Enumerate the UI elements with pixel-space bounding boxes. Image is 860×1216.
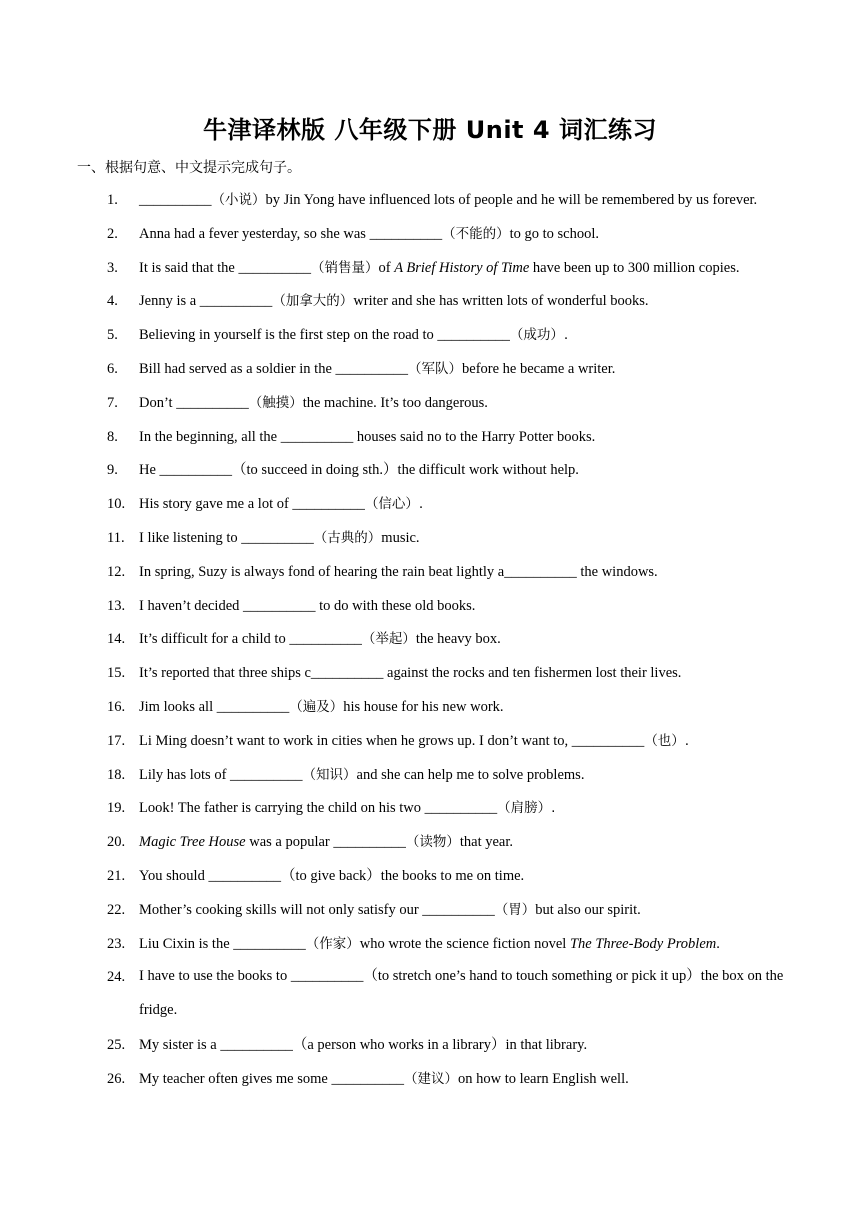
sentence-fragment: who wrote the science fiction novel [359,935,570,952]
sentence-fragment: music. [381,529,420,546]
sentence-fragment: that year. [459,834,514,851]
sentence-fragment: the heavy box. [415,631,501,648]
item-number: 16. [107,698,126,715]
sentence-fragment: It’s reported that three ships c__________ against the rocks and ten fishermen lost their lives. [139,665,682,682]
item-sentence [139,460,789,480]
chinese-hint: （建议） [403,1070,458,1087]
item-sentence [139,663,789,683]
item-sentence [139,832,789,852]
item-number: 19. [107,800,126,817]
sentence-fragment: but also our spirit. [535,901,641,918]
sentence-fragment: by Jin Yong have influenced lots of people and he will be remembered by us forever. [265,192,758,208]
sentence-fragment: Jim looks all __________ [139,698,290,715]
sentence-fragment: Don’t __________ [139,394,249,411]
item-number: 10. [107,496,126,513]
chinese-hint: （古典的） [313,529,382,546]
sentence-fragment: the machine. It’s too dangerous. [302,394,488,411]
sentence-fragment: was a popular __________ [245,834,406,851]
book-title: Magic Tree House [139,834,246,851]
chinese-hint: （读物） [405,834,460,851]
sentence-fragment: My teacher often gives me some __________ [139,1070,404,1087]
chinese-hint: （遍及） [289,698,344,715]
item-sentence [139,731,789,751]
chinese-hint: （举起） [361,631,416,648]
item-sentence [139,393,789,413]
exercise-item [0,900,860,934]
item-sentence [139,629,789,649]
sentence-fragment: It’s difficult for a child to __________ [139,631,362,648]
sentence-fragment: before he became a writer. [462,360,616,377]
chinese-hint: （胃） [494,901,536,918]
item-sentence [139,900,789,920]
item-sentence [139,224,789,244]
item-number: 9. [107,462,118,479]
sentence-fragment: My sister is a __________（a person who works in a library）in that library. [139,1036,588,1053]
exercise-item [0,325,860,359]
item-number: 14. [107,631,126,648]
exercise-item [0,427,860,461]
chinese-hint: （不能的） [442,225,510,242]
exercise-item [0,596,860,630]
chinese-hint: （成功）. [509,327,569,344]
item-number: 13. [107,597,126,614]
sentence-fragment: . [716,935,720,952]
chinese-hint: （军队） [408,360,463,377]
exercise-list [0,190,860,1103]
item-sentence [139,190,789,210]
exercise-item [0,393,860,427]
exercise-item [0,1069,860,1103]
item-sentence [139,359,789,379]
item-sentence [139,291,789,311]
item-number: 22. [107,901,126,918]
item-sentence [139,960,789,1028]
item-number: 24. [107,969,126,986]
item-number: 17. [107,732,126,749]
sentence-fragment: Believing in yourself is the first step on the road to __________ [139,327,510,344]
item-number: 12. [107,563,126,580]
item-sentence [139,528,789,548]
sentence-fragment: Look! The father is carrying the child on his two __________ [139,800,498,817]
chinese-hint: （小说） [211,192,266,208]
sentence-fragment: It is said that the __________ [139,259,311,276]
exercise-item [0,798,860,832]
item-number: 4. [107,293,118,310]
exercise-item [0,832,860,866]
item-number: 3. [107,259,118,276]
item-number: 7. [107,394,118,411]
sentence-fragment: Liu Cixin is the __________ [139,935,306,952]
exercise-item [0,663,860,697]
chinese-hint: （作家） [305,935,360,952]
sentence-fragment: on how to learn English well. [457,1070,629,1087]
item-sentence [139,562,789,582]
sentence-fragment: writer and she has written lots of wonderful books. [353,293,649,310]
sentence-fragment: __________ [139,192,212,208]
exercise-item [0,697,860,731]
item-sentence [139,1035,789,1055]
item-number: 5. [107,327,118,344]
item-sentence [139,798,789,818]
item-sentence [139,934,789,954]
sentence-fragment: His story gave me a lot of __________ [139,496,365,513]
exercise-item [0,460,860,494]
item-sentence [139,258,789,278]
sentence-fragment: and she can help me to solve problems. [356,766,585,783]
sentence-fragment: to go to school. [509,225,599,242]
sentence-fragment: I have to use the books to __________（to stretch one’s hand to touch something or pick it up）the box on the fridge. [139,968,784,1019]
exercise-item [0,629,860,663]
item-number: 6. [107,360,118,377]
sentence-fragment: I like listening to __________ [139,529,314,546]
exercise-item [0,291,860,325]
item-sentence [139,1069,789,1089]
sentence-fragment: Li Ming doesn’t want to work in cities when he grows up. I don’t want to, __________ [139,732,645,749]
item-number: 25. [107,1036,126,1053]
section-heading: 一、根据句意、中文提示完成句子。 [77,160,301,176]
exercise-item [0,866,860,900]
page-title: 牛津译林版 八年级下册 Unit 4 词汇练习 [203,116,657,144]
item-sentence [139,325,789,345]
item-number: 2. [107,225,118,242]
sentence-fragment: In the beginning, all the __________ houses said no to the Harry Potter books. [139,428,596,445]
item-sentence [139,866,789,886]
exercise-item [0,224,860,258]
exercise-item [0,967,860,1035]
sentence-fragment: Jenny is a __________ [139,293,273,310]
sentence-fragment: Mother’s cooking skills will not only satisfy our __________ [139,901,495,918]
chinese-hint: （加拿大的） [272,293,354,310]
book-title: A Brief History of Time [394,259,530,276]
item-sentence [139,596,789,616]
sentence-fragment: of [378,259,395,276]
chinese-hint: （也）. [644,732,690,749]
item-sentence [139,427,789,447]
sentence-fragment: In spring, Suzy is always fond of hearing the rain beat lightly a__________ the windows. [139,563,658,580]
exercise-item [0,359,860,393]
chinese-hint: （肩膀）. [497,800,556,817]
exercise-item [0,1035,860,1069]
item-sentence [139,494,789,514]
book-title: The Three-Body Problem [569,935,717,952]
chinese-hint: （触摸） [248,394,303,411]
item-number: 23. [107,935,126,952]
item-number: 20. [107,834,126,851]
chinese-hint: （销售量） [310,259,379,276]
sentence-fragment: have been up to 300 million copies. [529,259,740,276]
exercise-item [0,731,860,765]
sentence-fragment: his house for his new work. [343,698,504,715]
exercise-item [0,765,860,799]
sentence-fragment: You should __________（to give back）the books to me on time. [139,867,525,884]
item-number: 8. [107,428,118,445]
chinese-hint: （知识） [302,766,357,783]
exercise-item [0,528,860,562]
item-number: 1. [107,192,118,208]
exercise-item [0,190,860,224]
exercise-item [0,494,860,528]
exercise-item [0,258,860,292]
sentence-fragment: Bill had served as a soldier in the __________ [139,360,409,377]
item-number: 21. [107,867,126,884]
chinese-hint: （信心）. [364,496,424,513]
item-sentence [139,765,789,785]
item-sentence [139,697,789,717]
item-number: 11. [107,529,125,546]
sentence-fragment: Lily has lots of __________ [139,766,303,783]
exercise-item [0,562,860,596]
sentence-fragment: He __________（to succeed in doing sth.）the difficult work without help. [139,462,579,479]
item-number: 26. [107,1070,126,1087]
item-number: 18. [107,766,126,783]
sentence-fragment: Anna had a fever yesterday, so she was __________ [139,225,443,242]
item-number: 15. [107,665,126,682]
sentence-fragment: I haven’t decided __________ to do with these old books. [139,597,476,614]
